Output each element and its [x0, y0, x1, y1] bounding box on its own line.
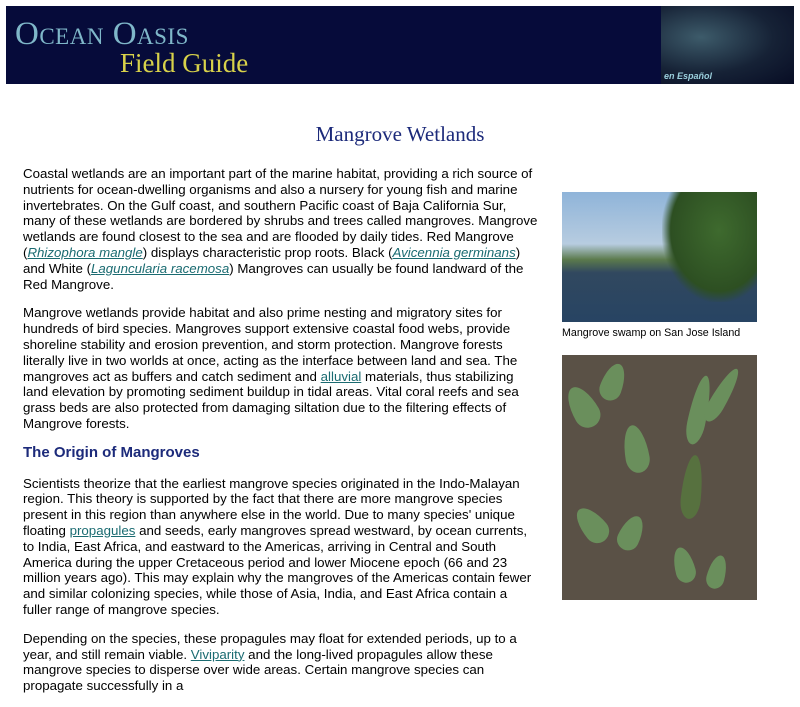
site-banner — [6, 6, 794, 84]
leaf-graphic — [679, 454, 706, 520]
site-logo-title[interactable]: Ocean Oasis — [15, 16, 189, 52]
leaf-graphic — [613, 512, 648, 554]
alluvial-link[interactable]: alluvial — [320, 368, 362, 384]
red-mangrove-link[interactable]: Rhizophora mangle — [27, 244, 143, 260]
spanish-language-link[interactable]: en Español — [664, 71, 713, 81]
leaf-graphic — [570, 502, 614, 548]
origin-heading: The Origin of Mangroves — [23, 443, 200, 461]
black-mangrove-link[interactable]: Avicennia germinans — [392, 244, 516, 260]
mangrove-trees-graphic — [662, 192, 757, 302]
leaf-graphic — [670, 545, 699, 585]
white-mangrove-link[interactable]: Laguncularia racemosa — [91, 260, 230, 276]
site-logo-subtitle[interactable]: Field Guide — [120, 48, 249, 78]
leaf-graphic — [704, 553, 730, 591]
intro-paragraph-2: Mangrove wetlands provide habitat and also prime nesting and migratory sites for hundreds of bird species. Mangroves support extensive coastal food webs, provide shoreline stability and erosion prevention, and storm protection. Mangrove forests literally live in two worlds at once, acting as the interface between land and sea. The mangroves act as buffers and catch sediment and alluvial materials, thus stabilizing land elevation by promoting sediment buildup in tidal areas. Vital coral reefs and sea grass beds are also protected from damaging siltation due to the filtering effects of Mangrove forests. — [23, 305, 519, 431]
page-title: Mangrove Wetlands — [315, 122, 485, 146]
mangrove-propagules-photo — [562, 355, 757, 600]
leaf-graphic — [620, 423, 652, 474]
mangrove-swamp-photo — [562, 192, 757, 322]
origin-paragraph-1: Scientists theorize that the earliest mangrove species originated in the Indo-Malayan region. This theory is supported by the fact that there are more mangrove species present in this region than anywhere else in the world. Due to many species' unique floating propagules and seeds, early mangroves spread westward, by ocean currents, to India, East Africa, and eastward to the Americas, arriving in Central and South America during the upper Cretaceous period and lower Miocene epoch (66 and 23 million years ago). This may explain why the mangroves of the Americas contain fewer and similar colonizing species, while those of Asia, India, and East Africa contain a fuller range of mangrove species. — [23, 475, 532, 617]
photo-caption: Mangrove swamp on San Jose Island — [562, 327, 741, 339]
leaf-graphic — [596, 360, 630, 403]
propagules-link[interactable]: propagules — [69, 522, 136, 538]
viviparity-link[interactable]: Viviparity — [190, 646, 245, 662]
origin-paragraph-2: Depending on the species, these propagules may float for extended periods, up to a year, and still remain viable. Viviparity and the long-lived propagules allow these mangrove species to disperse over wide areas. Certain mangrove species can propagate successfully in a — [23, 630, 517, 694]
intro-paragraph-1: Coastal wetlands are an important part of the marine habitat, providing a rich source of nutrients for ocean-dwelling organisms and also a nursery for young fish and marine invertebrates. On the Gulf coast, and southern Pacific coast of Baja California Sur, many of these wetlands are bordered by shrubs and trees called mangroves. Mangrove wetlands are found closest to the sea and are flooded by daily tides. Red Mangrove (Rhizophora mangle) displays characteristic prop roots. Black (Avicennia germinans) and White (Laguncularia racemosa) Mangroves can usually be found landward of the Red Mangrove. — [23, 166, 538, 292]
main-content — [23, 166, 539, 707]
